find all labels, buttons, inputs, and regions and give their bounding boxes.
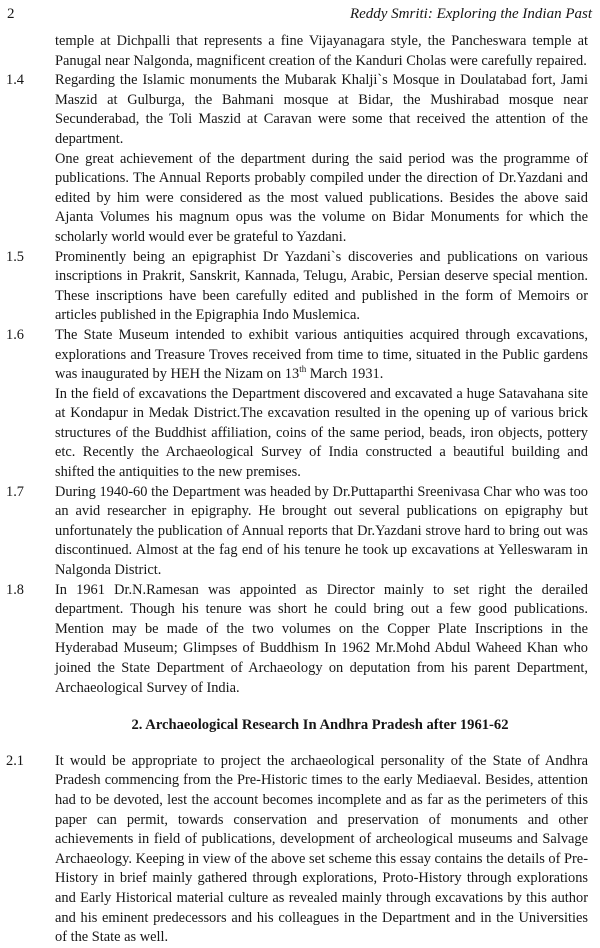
section-number: 1.5 (6, 248, 24, 265)
section-number: 1.7 (6, 483, 24, 500)
running-title: Reddy Smriti: Exploring the Indian Past (349, 6, 592, 22)
page-body (0, 32, 600, 948)
paragraph-text: In 1961 Dr.N.Ramesan was appointed as Director mainly to set right the derailed department. Though his tenure was short he could bring out a few good publications. Mention may be made of the two volumes on the Copper Plate Inscriptions in the Hyderabad Museum; Glimpses of Buddhism In 1962 Mr.Mohd Abdul Waheed Khan who joined the State Department of Archaeology on deputation from his parent Department, Archaeological Survey of India. (55, 581, 588, 696)
intro-paragraph (0, 32, 600, 71)
section-number: 1.6 (6, 326, 24, 343)
paragraph-text-part: March 1931. (306, 366, 384, 383)
section-number: 2.1 (6, 752, 24, 769)
section-2-1 (0, 752, 600, 948)
paragraph-text: During 1940-60 the Department was headed by Dr.Puttaparthi Sreenivasa Char who was too an avid researcher in epigraphy. He brought out several publications on epigraphy but unfortunately the publication of Annual reports that Dr.Yazdani strove hard to bring out was discontinued. Almost at the fag end of his tenure he took up excavations at Yelleswaram in Nalgonda District. (55, 483, 588, 579)
section-heading: 2. Archaeological Research In Andhra Pradesh after 1961-62 (131, 717, 509, 734)
page-header (0, 5, 600, 27)
paragraph-text: One great achievement of the department during the said period was the programme of publications. The Annual Reports probably compiled under the direction of Dr.Yazdani and edited by him were considered as the most valued publications. Besides the above said Ajanta Volumes his magnum opus was the volume on Bidar Monuments for which the scholarly world would ever be grateful to Yazdani. (55, 150, 588, 245)
paragraph-text (55, 326, 588, 385)
page-number: 2 (7, 6, 15, 22)
paragraph-text: It would be appropriate to project the archaeological personality of the State of Andhra Pradesh commencing from the Pre-Historic times to the early Mediaeval. Besides, attention had to be devoted, lest the account becomes incomplete and as far as the perimeters of this paper can permit, towards conservation and preservation of monuments and other achievements in field of publications, development of archeological museums and Salvage Archaeology. Keeping in view of the above set scheme this essay contains the details of Pre-History in brief mainly gathered through explorations, Proto-History through explorations and Early Historical material culture as revealed mainly through excavations by this author and his eminent predecessors and his colleagues in the Department and in the Universities of the State as well. (55, 752, 588, 946)
section-1-8 (0, 581, 600, 699)
section-1-6 (0, 326, 600, 483)
section-1-5 (0, 248, 600, 326)
paragraph-text: In the field of excavations the Department discovered and excavated a huge Satavahana site at Kondapur in Medak District.The excavation resulted in the opening up of various brick structures of the Buddhist affiliation, coins of the same period, beads, iron objects, pottery etc. Recently the Archaeological Survey of India constructed a beautiful building and shifted the antiquities to the new premises. (55, 385, 588, 481)
paragraph-text: Regarding the Islamic monuments the Mubarak Khalji`s Mosque in Doulatabad fort, Jami Maszid at Gulburga, the Bahmani mosque at Bidar, the Mushirabad mosque near Secunderabad, the Toli Maszid at Caravan were some that received the attention of the department. (55, 72, 588, 147)
section-1-4 (0, 71, 600, 247)
superscript-ordinal: th (299, 364, 307, 375)
section-1-7 (0, 483, 600, 581)
section-number: 1.4 (6, 72, 24, 89)
paragraph-text: Prominently being an epigraphist Dr Yazdani`s discoveries and publications on various inscriptions in Prakrit, Sanskrit, Kannada, Telugu, Arabic, Persian deserve special mention. These inscriptions have been carefully edited and published in the form of Memoirs or articles published in the Epigraphia Indo Muslemica. (55, 248, 588, 324)
paragraph-text: temple at Dichpalli that represents a fine Vijayanagara style, the Pancheswara temple at Panugal near Nalgonda, magnificent creation of the Kanduri Cholas were carefully repaired. (55, 33, 588, 69)
paragraph-text-part: The State Museum intended to exhibit various antiquities acquired through excavations, explorations and Treasure Troves received from time to time, situated in the Public gardens was inaugurated by HEH the Nizam on 13 (55, 326, 588, 383)
section-number: 1.8 (6, 581, 24, 598)
